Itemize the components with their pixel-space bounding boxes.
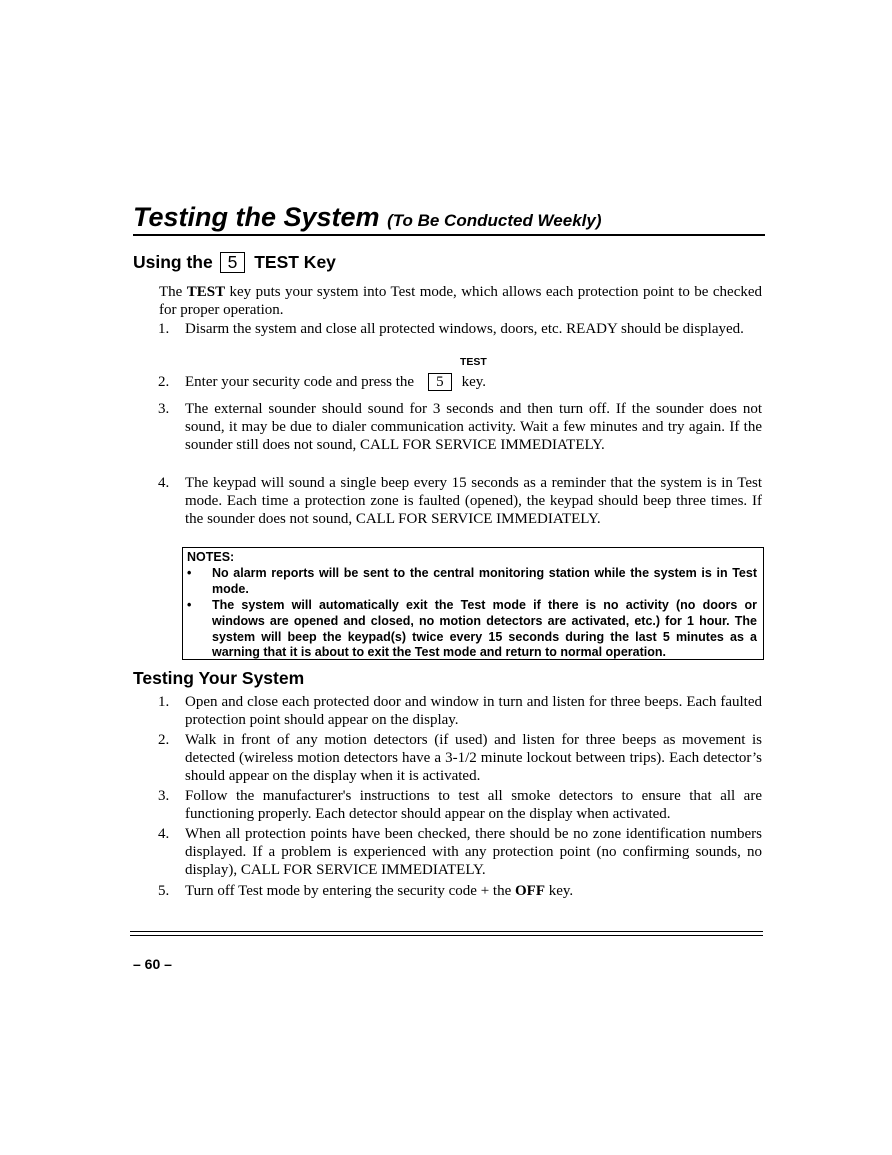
intro-post: key puts your system into Test mode, which allows each protection point to be checked for proper operation. [159,284,763,318]
intro-paragraph [159,283,762,319]
step-number: 3. [158,788,170,804]
list-item [158,693,762,729]
note-text: No alarm reports will be sent to the central monitoring station while the system is in Test mode. [212,566,757,596]
section-heading-test-key [133,251,336,273]
step-text [185,882,762,900]
step-text: When all protection points have been checked, there should be no zone identification numbers displayed. If a problem is experienced with any protection point (no confirming sounds, no display), CALL FOR SERVICE IMMEDIATELY. [185,826,762,878]
list-item [187,566,757,598]
test-key-glyph: 5 [220,252,246,273]
step-text-pre: Turn off Test mode by entering the security code + the [185,883,515,899]
step-number: 2. [158,374,170,390]
page-title [133,200,765,238]
list-item [158,825,762,879]
notes-box [182,547,764,660]
note-text: The system will automatically exit the Test mode if there is no activity (no doors or windows are opened and closed, no motion detectors are activated, etc.) for 1 hour. The system will beep the keypad(s) twice every 15 seconds during the last 5 minutes as a warning that it is about to exit the Test mode and return to normal operation. [212,598,757,660]
section-heading-testing-your-system: Testing Your System [133,668,305,688]
step-text-post: key. [461,374,487,390]
step-text-bold-off: OFF [515,883,545,899]
heading-post-text: TEST Key [254,252,336,272]
step-text [185,373,762,391]
list-item [158,731,762,785]
footer-divider-thin [130,935,763,936]
intro-pre: The [159,284,187,300]
list-item [187,598,757,661]
page-title-subtitle: (To Be Conducted Weekly) [387,211,602,230]
step-text: Disarm the system and close all protected windows, doors, etc. READY should be displayed. [185,321,744,337]
step-text: The keypad will sound a single beep every 15 seconds as a reminder that the system is in Test mode. Each time a protection zone is faulted (opened), the keypad should beep three times. If the sounder does not sound, CALL FOR SERVICE IMMEDIATELY. [185,475,762,527]
notes-title: NOTES: [187,550,235,564]
list-item [158,474,762,528]
intro-bold-test: TEST [186,284,226,300]
step-number: 1. [158,694,170,710]
step-text: The external sounder should sound for 3 seconds and then turn off. If the sounder does not sound, it may be due to dialer communication activity. Wait a few minutes and try again. If the sounder still does not sound, CALL FOR SERVICE IMMEDIATELY. [185,401,762,453]
step-text-post: key. [545,883,574,899]
test-key-glyph: 5 [428,373,452,391]
step-number: 4. [158,826,170,842]
step-text: Open and close each protected door and window in turn and listen for three beeps. Each faulted protection point should appear on the display. [185,694,762,728]
title-divider [133,234,765,236]
page-number: – 60 – [133,956,172,972]
list-item [158,400,762,454]
list-item [158,373,762,391]
test-key-label: TEST [460,356,487,368]
step-number: 2. [158,732,170,748]
step-text: Follow the manufacturer's instructions to test all smoke detectors to ensure that all are functioning properly. Each detector should appear on the display when activated. [185,788,762,822]
bullet-icon: • [187,566,192,580]
list-item [158,320,762,338]
footer-divider [130,931,763,932]
step-number: 3. [158,401,170,417]
list-item [158,787,762,823]
bullet-icon: • [187,598,192,612]
step-number: 4. [158,475,170,491]
step-number: 5. [158,883,170,899]
heading-pre-text: Using the [133,252,213,272]
step-text: Walk in front of any motion detectors (if used) and listen for three beeps as movement is detected (wireless motion detectors have a 3-1/2 minute lockout between trips). Each detector’s should appear on the display when it is activated. [185,732,762,784]
page-title-main: Testing the System [133,202,380,232]
step-number: 1. [158,321,170,337]
list-item [158,882,762,900]
step-text-pre: Enter your security code and press the [185,374,415,390]
